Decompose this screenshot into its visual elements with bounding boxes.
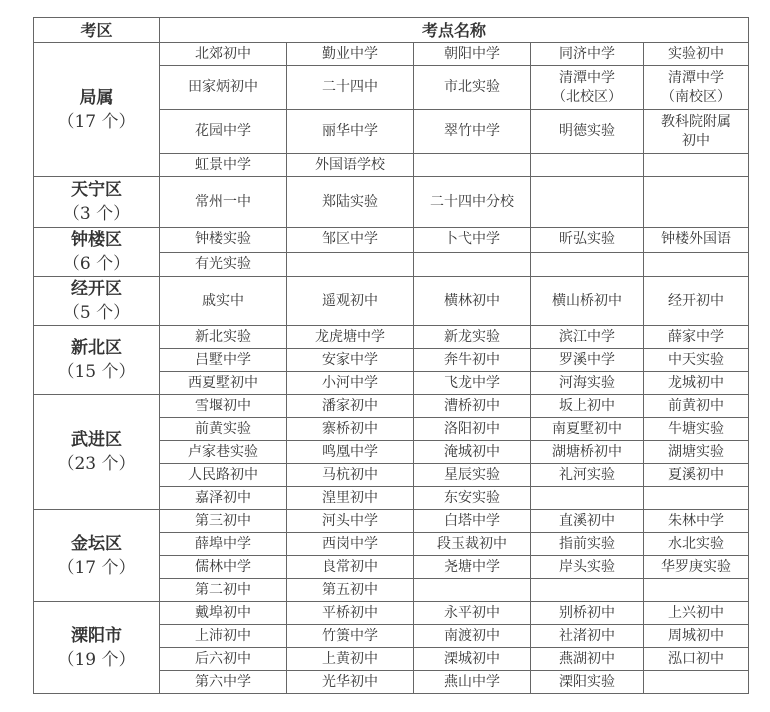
table-row bbox=[34, 177, 749, 228]
site-cell: 寨桥初中 bbox=[287, 418, 414, 441]
site-cell: 牛塘实验 bbox=[644, 418, 749, 441]
site-cell: 新龙实验 bbox=[414, 326, 531, 349]
site-cell bbox=[531, 579, 644, 602]
site-cell: 燕山中学 bbox=[414, 671, 531, 694]
header-row bbox=[34, 18, 749, 43]
site-cell: 小河中学 bbox=[287, 372, 414, 395]
site-cell: 罗溪中学 bbox=[531, 349, 644, 372]
site-cell: 邹区中学 bbox=[287, 228, 414, 253]
site-cell: 西夏墅初中 bbox=[160, 372, 287, 395]
site-cell: 雪堰初中 bbox=[160, 395, 287, 418]
site-cell: 湖塘桥初中 bbox=[531, 441, 644, 464]
site-cell bbox=[644, 177, 749, 228]
site-cell bbox=[531, 252, 644, 277]
site-cell: 卢家巷实验 bbox=[160, 441, 287, 464]
site-cell: 后六初中 bbox=[160, 648, 287, 671]
site-cell: 花园中学 bbox=[160, 110, 287, 154]
site-cell bbox=[644, 487, 749, 510]
site-cell: 郑陆实验 bbox=[287, 177, 414, 228]
district-count: （23 个） bbox=[57, 454, 136, 474]
site-cell: 清潭中学 （南校区） bbox=[644, 66, 749, 110]
site-cell: 湖塘实验 bbox=[644, 441, 749, 464]
site-cell: 遥观初中 bbox=[287, 277, 414, 326]
site-cell: 儒林中学 bbox=[160, 556, 287, 579]
site-cell: 昕弘实验 bbox=[531, 228, 644, 253]
site-cell: 朱林中学 bbox=[644, 510, 749, 533]
site-cell: 第五初中 bbox=[287, 579, 414, 602]
site-cell bbox=[531, 177, 644, 228]
district-count: （15 个） bbox=[57, 362, 136, 382]
district-count: （6 个） bbox=[62, 254, 131, 274]
header-site-name: 考点名称 bbox=[160, 18, 749, 43]
site-cell: 清潭中学 （北校区） bbox=[531, 66, 644, 110]
site-cell: 社渚初中 bbox=[531, 625, 644, 648]
site-cell: 南夏墅初中 bbox=[531, 418, 644, 441]
site-cell: 上沛初中 bbox=[160, 625, 287, 648]
site-cell: 夏溪初中 bbox=[644, 464, 749, 487]
district-cell bbox=[34, 602, 160, 694]
site-cell bbox=[531, 487, 644, 510]
district-name: 溧阳市 bbox=[71, 625, 122, 646]
district-name: 金坛区 bbox=[71, 533, 122, 554]
district-cell bbox=[34, 510, 160, 602]
site-cell: 溧城初中 bbox=[414, 648, 531, 671]
site-cell: 良常初中 bbox=[287, 556, 414, 579]
site-cell: 前黄实验 bbox=[160, 418, 287, 441]
table-row bbox=[34, 395, 749, 418]
site-cell: 溧阳实验 bbox=[531, 671, 644, 694]
site-cell: 岸头实验 bbox=[531, 556, 644, 579]
site-cell: 指前实验 bbox=[531, 533, 644, 556]
site-cell: 河海实验 bbox=[531, 372, 644, 395]
site-cell bbox=[414, 252, 531, 277]
site-cell: 第二初中 bbox=[160, 579, 287, 602]
site-cell: 奔牛初中 bbox=[414, 349, 531, 372]
site-cell: 薛家中学 bbox=[644, 326, 749, 349]
table-row bbox=[34, 510, 749, 533]
site-cell: 平桥初中 bbox=[287, 602, 414, 625]
site-cell bbox=[644, 579, 749, 602]
site-cell: 华罗庚实验 bbox=[644, 556, 749, 579]
district-cell bbox=[34, 177, 160, 228]
site-cell: 淹城初中 bbox=[414, 441, 531, 464]
site-cell: 二十四中 bbox=[287, 66, 414, 110]
table-row bbox=[34, 228, 749, 253]
site-cell: 戴埠初中 bbox=[160, 602, 287, 625]
site-cell: 龙城初中 bbox=[644, 372, 749, 395]
site-cell: 泓口初中 bbox=[644, 648, 749, 671]
site-cell: 直溪初中 bbox=[531, 510, 644, 533]
site-cell: 市北实验 bbox=[414, 66, 531, 110]
site-cell: 外国语学校 bbox=[287, 154, 414, 177]
site-cell: 丽华中学 bbox=[287, 110, 414, 154]
site-cell: 人民路初中 bbox=[160, 464, 287, 487]
site-cell: 潘家初中 bbox=[287, 395, 414, 418]
site-cell: 段玉裁初中 bbox=[414, 533, 531, 556]
site-cell: 飞龙中学 bbox=[414, 372, 531, 395]
site-cell: 二十四中分校 bbox=[414, 177, 531, 228]
district-name: 天宁区 bbox=[71, 180, 122, 200]
site-cell bbox=[414, 579, 531, 602]
site-cell: 第六中学 bbox=[160, 671, 287, 694]
site-cell: 勤业中学 bbox=[287, 43, 414, 66]
site-cell: 钟楼实验 bbox=[160, 228, 287, 253]
district-name: 新北区 bbox=[71, 338, 122, 358]
district-name: 钟楼区 bbox=[71, 230, 122, 250]
site-cell: 虹景中学 bbox=[160, 154, 287, 177]
site-cell: 星辰实验 bbox=[414, 464, 531, 487]
exam-site-table bbox=[33, 17, 749, 694]
site-cell: 尧塘中学 bbox=[414, 556, 531, 579]
district-count: （17 个） bbox=[57, 557, 136, 578]
site-cell: 湟里初中 bbox=[287, 487, 414, 510]
site-cell: 水北实验 bbox=[644, 533, 749, 556]
site-cell: 有光实验 bbox=[160, 252, 287, 277]
site-cell: 漕桥初中 bbox=[414, 395, 531, 418]
site-cell: 前黄初中 bbox=[644, 395, 749, 418]
district-cell bbox=[34, 395, 160, 510]
table-row bbox=[34, 326, 749, 349]
site-cell: 朝阳中学 bbox=[414, 43, 531, 66]
district-cell bbox=[34, 277, 160, 326]
district-cell bbox=[34, 326, 160, 395]
site-cell: 中天实验 bbox=[644, 349, 749, 372]
site-cell: 河头中学 bbox=[287, 510, 414, 533]
site-cell: 燕湖初中 bbox=[531, 648, 644, 671]
header-district: 考区 bbox=[34, 18, 160, 43]
site-cell: 鸣凰中学 bbox=[287, 441, 414, 464]
site-cell: 别桥初中 bbox=[531, 602, 644, 625]
site-cell: 同济中学 bbox=[531, 43, 644, 66]
site-cell: 竹箦中学 bbox=[287, 625, 414, 648]
site-cell: 永平初中 bbox=[414, 602, 531, 625]
site-cell: 光华初中 bbox=[287, 671, 414, 694]
site-cell: 翠竹中学 bbox=[414, 110, 531, 154]
site-cell: 周城初中 bbox=[644, 625, 749, 648]
district-name: 局属 bbox=[79, 87, 114, 108]
site-cell: 上黄初中 bbox=[287, 648, 414, 671]
site-cell: 田家炳初中 bbox=[160, 66, 287, 110]
site-cell: 教科院附属 初中 bbox=[644, 110, 749, 154]
site-cell: 坂上初中 bbox=[531, 395, 644, 418]
site-cell: 北郊初中 bbox=[160, 43, 287, 66]
site-cell: 卜弋中学 bbox=[414, 228, 531, 253]
site-cell bbox=[287, 252, 414, 277]
district-name: 经开区 bbox=[71, 279, 122, 299]
site-cell: 东安实验 bbox=[414, 487, 531, 510]
table-row bbox=[34, 43, 749, 66]
site-cell: 白塔中学 bbox=[414, 510, 531, 533]
site-cell: 南渡初中 bbox=[414, 625, 531, 648]
table-row bbox=[34, 277, 749, 326]
table-row bbox=[34, 602, 749, 625]
site-cell: 薛埠中学 bbox=[160, 533, 287, 556]
site-cell: 上兴初中 bbox=[644, 602, 749, 625]
site-cell: 滨江中学 bbox=[531, 326, 644, 349]
district-cell bbox=[34, 228, 160, 277]
site-cell bbox=[644, 154, 749, 177]
district-count: （19 个） bbox=[57, 649, 136, 670]
district-count: （5 个） bbox=[62, 303, 131, 323]
district-count: （17 个） bbox=[57, 111, 136, 132]
site-cell: 常州一中 bbox=[160, 177, 287, 228]
site-cell: 横林初中 bbox=[414, 277, 531, 326]
site-cell: 马杭初中 bbox=[287, 464, 414, 487]
site-cell: 安家中学 bbox=[287, 349, 414, 372]
site-cell: 明德实验 bbox=[531, 110, 644, 154]
site-cell bbox=[414, 154, 531, 177]
site-cell: 钟楼外国语 bbox=[644, 228, 749, 253]
district-count: （3 个） bbox=[62, 204, 131, 224]
site-cell: 新北实验 bbox=[160, 326, 287, 349]
site-cell: 实验初中 bbox=[644, 43, 749, 66]
site-cell: 戚实中 bbox=[160, 277, 287, 326]
district-name: 武进区 bbox=[71, 430, 122, 450]
site-cell bbox=[644, 252, 749, 277]
site-cell: 嘉泽初中 bbox=[160, 487, 287, 510]
site-cell: 洛阳初中 bbox=[414, 418, 531, 441]
site-cell bbox=[644, 671, 749, 694]
site-cell: 龙虎塘中学 bbox=[287, 326, 414, 349]
district-cell bbox=[34, 43, 160, 177]
site-cell: 礼河实验 bbox=[531, 464, 644, 487]
site-cell: 经开初中 bbox=[644, 277, 749, 326]
site-cell: 横山桥初中 bbox=[531, 277, 644, 326]
site-cell bbox=[531, 154, 644, 177]
site-cell: 第三初中 bbox=[160, 510, 287, 533]
site-cell: 西岗中学 bbox=[287, 533, 414, 556]
site-cell: 吕墅中学 bbox=[160, 349, 287, 372]
